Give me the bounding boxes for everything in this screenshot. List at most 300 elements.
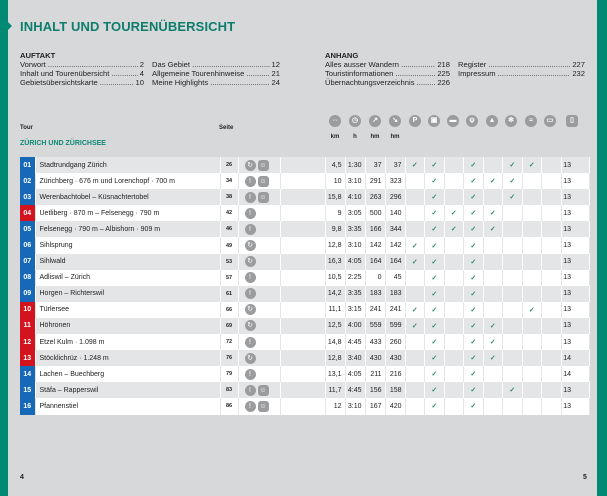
check-cell	[542, 237, 562, 253]
check-icon: ✓	[464, 366, 484, 382]
tour-map-page: 13	[561, 382, 590, 398]
check-cell	[542, 366, 562, 382]
tour-ascent: 559	[365, 318, 385, 334]
check-cell	[522, 237, 542, 253]
tour-ascent: 241	[365, 302, 385, 318]
table-row[interactable]	[20, 173, 590, 189]
check-cell	[542, 334, 562, 350]
check-cell	[483, 382, 503, 398]
check-cell	[444, 302, 464, 318]
tour-number: 03	[20, 189, 35, 205]
check-cell	[522, 382, 542, 398]
tour-number: 10	[20, 302, 35, 318]
tour-symbols	[238, 366, 280, 382]
check-icon: ✓	[464, 302, 484, 318]
tour-map-page: 13	[561, 302, 590, 318]
tour-duration: 1:30	[345, 157, 365, 173]
page-number-right: 5	[583, 474, 587, 481]
one-way-route-icon: !	[245, 369, 256, 380]
check-icon: ✓	[464, 318, 484, 334]
check-icon: ✓	[425, 157, 445, 173]
unit-label: h	[353, 134, 357, 140]
tour-symbols	[238, 302, 280, 318]
check-icon: ✓	[483, 205, 503, 221]
check-icon: ✓	[405, 157, 425, 173]
left-edge-bar	[0, 0, 8, 496]
tour-km: 11,7	[325, 382, 345, 398]
toc-heading: AUFTAKT	[20, 51, 56, 60]
kids-friendly-icon: ☺	[259, 193, 267, 201]
kids-friendly-icon: ☺	[259, 177, 267, 185]
toc-entry-label: Vorwort .....	[20, 60, 138, 69]
tour-km: 10,5	[325, 270, 345, 286]
tour-duration: 4:05	[345, 254, 365, 270]
one-way-route-icon: !	[245, 337, 256, 348]
check-icon: ✓	[464, 254, 484, 270]
tour-page: 46	[220, 221, 238, 237]
tour-map-page: 13	[561, 270, 590, 286]
check-icon: ✓	[483, 221, 503, 237]
check-icon: ✓	[425, 382, 445, 398]
check-icon: ✓	[425, 398, 445, 414]
check-icon: ✓	[444, 221, 464, 237]
check-icon: ✓	[464, 157, 484, 173]
restaurant-icon: ψ	[466, 115, 478, 127]
tour-ascent: 164	[365, 254, 385, 270]
toc-entry[interactable]	[325, 60, 450, 69]
check-cell	[542, 254, 562, 270]
toc-entry-page: 12	[271, 60, 280, 69]
table-row[interactable]	[20, 286, 590, 302]
toc-entry-label: Alles ausser Wandern .....	[325, 60, 435, 69]
spacer-cell	[280, 237, 325, 253]
check-icon: ✓	[464, 334, 484, 350]
tour-name[interactable]: Etzel Kulm · 1.098 m	[35, 334, 220, 350]
check-icon: ✓	[483, 318, 503, 334]
check-cell	[483, 398, 503, 414]
table-row[interactable]	[20, 237, 590, 253]
check-cell	[522, 205, 542, 221]
check-cell	[483, 254, 503, 270]
spacer-cell	[280, 382, 325, 398]
toc-entry[interactable]	[458, 69, 585, 78]
tour-duration: 3:35	[345, 221, 365, 237]
check-cell	[444, 270, 464, 286]
tour-duration: 3:15	[345, 302, 365, 318]
tour-number: 07	[20, 254, 35, 270]
check-cell	[503, 237, 523, 253]
spacer-cell	[280, 286, 325, 302]
spacer-cell	[280, 398, 325, 414]
page-number-left: 4	[20, 474, 24, 481]
check-cell	[405, 189, 425, 205]
tour-number: 12	[20, 334, 35, 350]
right-edge-bar	[597, 0, 607, 496]
tour-symbols	[238, 189, 280, 205]
check-cell	[522, 221, 542, 237]
tour-name[interactable]: Horgen – Richterswil	[35, 286, 220, 302]
check-icon: ✓	[405, 302, 425, 318]
table-row[interactable]	[20, 318, 590, 334]
unit-label: hm	[370, 134, 380, 140]
tour-name[interactable]: Uetliberg · 870 m – Felsenegg · 790 m	[35, 205, 220, 221]
loop-route-icon: ↻	[245, 320, 256, 331]
unit-label: km	[330, 134, 340, 140]
spacer-cell	[280, 350, 325, 366]
check-cell	[522, 350, 542, 366]
check-cell	[483, 366, 503, 382]
check-cell	[503, 254, 523, 270]
table-row[interactable]	[20, 302, 590, 318]
tour-number: 01	[20, 157, 35, 173]
toc-entry-page: 218	[437, 60, 450, 69]
toc-entry[interactable]	[20, 69, 144, 78]
table-row[interactable]	[20, 366, 590, 382]
table-row[interactable]	[20, 157, 590, 173]
tour-ascent: 430	[365, 350, 385, 366]
tour-km: 13,1	[325, 366, 345, 382]
check-cell	[503, 318, 523, 334]
tour-name[interactable]: Adliswil – Zürich	[35, 270, 220, 286]
check-cell	[444, 286, 464, 302]
tour-ascent: 167	[365, 398, 385, 414]
tour-duration: 3:10	[345, 237, 365, 253]
toc-entry[interactable]	[152, 69, 280, 78]
spacer-cell	[280, 270, 325, 286]
tour-descent: 37	[385, 157, 405, 173]
one-way-route-icon: !	[245, 208, 256, 219]
check-cell	[483, 189, 503, 205]
check-icon: ✓	[425, 302, 445, 318]
tour-page: 34	[220, 173, 238, 189]
tour-duration: 4:10	[345, 189, 365, 205]
tour-km: 10	[325, 173, 345, 189]
tour-name[interactable]: Stöcklichrüz · 1.248 m	[35, 350, 220, 366]
tour-number: 15	[20, 382, 35, 398]
toc-entry-label: Allgemeine Tourenhinweise .....	[152, 69, 270, 78]
loop-route-icon: ↻	[245, 256, 256, 267]
table-row[interactable]	[20, 334, 590, 350]
loop-route-icon: ↻	[245, 353, 256, 364]
loop-route-icon: ↻	[245, 240, 256, 251]
check-cell	[542, 398, 562, 414]
check-icon: ✓	[464, 173, 484, 189]
spacer-cell	[280, 189, 325, 205]
one-way-route-icon: !	[245, 385, 256, 396]
check-icon: ✓	[522, 157, 542, 173]
check-cell	[542, 205, 562, 221]
tour-duration: 4:00	[345, 318, 365, 334]
tour-number: 11	[20, 318, 35, 334]
distance-icon: ⇔	[329, 115, 341, 127]
tour-descent: 430	[385, 350, 405, 366]
check-icon: ✓	[464, 270, 484, 286]
check-cell	[444, 398, 464, 414]
bed-icon: ▭	[544, 115, 556, 127]
tour-number: 02	[20, 173, 35, 189]
kids-friendly-icon: ☺	[259, 402, 267, 410]
tour-descent: 344	[385, 221, 405, 237]
tour-km: 12	[325, 398, 345, 414]
toc-entry-page: 226	[437, 78, 450, 87]
check-cell	[522, 270, 542, 286]
check-icon: ✓	[425, 221, 445, 237]
tour-name[interactable]: Pfannenstiel	[35, 398, 220, 414]
toc-entry-page: 24	[271, 78, 280, 87]
tour-number: 09	[20, 286, 35, 302]
check-cell	[503, 221, 523, 237]
tour-page: 57	[220, 270, 238, 286]
table-row[interactable]	[20, 350, 590, 366]
check-cell	[405, 221, 425, 237]
spacer-cell	[280, 205, 325, 221]
check-cell	[444, 189, 464, 205]
check-icon: ✓	[425, 173, 445, 189]
tour-map-page: 13	[561, 286, 590, 302]
check-cell	[405, 382, 425, 398]
one-way-route-icon: !	[245, 401, 256, 412]
tour-km: 9	[325, 205, 345, 221]
toc-entry[interactable]	[458, 60, 585, 69]
tour-duration: 3:40	[345, 350, 365, 366]
tour-map-page: 14	[561, 350, 590, 366]
spacer-cell	[280, 366, 325, 382]
spacer-cell	[280, 221, 325, 237]
check-cell	[542, 350, 562, 366]
tour-name[interactable]: Felsenegg · 790 m – Albishorn · 909 m	[35, 221, 220, 237]
column-header-seite: Seite	[219, 125, 234, 131]
check-icon: ✓	[483, 173, 503, 189]
table-row[interactable]	[20, 205, 590, 221]
check-icon: ✓	[425, 205, 445, 221]
tour-page: 72	[220, 334, 238, 350]
tour-duration: 3:35	[345, 286, 365, 302]
check-cell	[522, 173, 542, 189]
loop-route-icon: ↻	[245, 304, 256, 315]
bus-icon: ▣	[428, 115, 440, 127]
check-cell	[405, 398, 425, 414]
spacer-cell	[280, 254, 325, 270]
tour-symbols	[238, 286, 280, 302]
tour-descent: 216	[385, 366, 405, 382]
check-cell	[503, 205, 523, 221]
toc-entry-label: Register .....	[458, 60, 570, 69]
check-cell	[444, 237, 464, 253]
check-cell	[405, 270, 425, 286]
tour-descent: 260	[385, 334, 405, 350]
one-way-route-icon: !	[245, 224, 256, 235]
toc-entry[interactable]	[152, 78, 280, 87]
tour-duration: 4:45	[345, 334, 365, 350]
time-icon: ◷	[349, 115, 361, 127]
check-cell	[444, 318, 464, 334]
toc-entry[interactable]	[20, 78, 144, 87]
tour-page: 49	[220, 237, 238, 253]
tour-name[interactable]: Türlersee	[35, 302, 220, 318]
toc-entry-label: Meine Highlights .....	[152, 78, 270, 87]
check-cell	[483, 286, 503, 302]
check-cell	[444, 334, 464, 350]
tour-duration: 4:45	[345, 382, 365, 398]
check-cell	[542, 382, 562, 398]
tour-descent: 599	[385, 318, 405, 334]
page-title: INHALT UND TOURENÜBERSICHT	[20, 19, 236, 34]
tour-duration: 4:05	[345, 366, 365, 382]
check-cell	[503, 350, 523, 366]
toc-entry-page: 225	[437, 69, 450, 78]
tour-duration: 2:25	[345, 270, 365, 286]
check-icon: ✓	[503, 189, 523, 205]
tour-ascent: 263	[365, 189, 385, 205]
column-header-tour: Tour	[20, 125, 33, 131]
toc-auftakt	[20, 51, 280, 87]
tour-symbols	[238, 157, 280, 173]
tour-km: 16,3	[325, 254, 345, 270]
tour-descent: 142	[385, 237, 405, 253]
one-way-route-icon: !	[245, 272, 256, 283]
check-cell	[542, 270, 562, 286]
check-cell	[542, 286, 562, 302]
tour-symbols	[238, 221, 280, 237]
check-icon: ✓	[483, 350, 503, 366]
check-cell	[503, 334, 523, 350]
tour-map-page: 13	[561, 189, 590, 205]
toc-entry[interactable]	[325, 78, 450, 87]
check-icon: ✓	[405, 318, 425, 334]
tour-ascent: 166	[365, 221, 385, 237]
tour-symbols	[238, 237, 280, 253]
tour-number: 13	[20, 350, 35, 366]
check-cell	[522, 318, 542, 334]
check-icon: ✓	[464, 221, 484, 237]
check-icon: ✓	[464, 237, 484, 253]
tour-page: 83	[220, 382, 238, 398]
toc-entry-label: Das Gebiet .....	[152, 60, 270, 69]
check-cell	[503, 270, 523, 286]
tour-number: 14	[20, 366, 35, 382]
tour-duration: 3:05	[345, 205, 365, 221]
check-cell	[542, 173, 562, 189]
tour-page: 42	[220, 205, 238, 221]
tour-km: 15,8	[325, 189, 345, 205]
check-cell	[444, 157, 464, 173]
kids-friendly-icon: ☺	[259, 386, 267, 394]
check-icon: ✓	[503, 382, 523, 398]
toc-entry-page: 10	[135, 78, 144, 87]
check-icon: ✓	[464, 350, 484, 366]
tour-symbols	[238, 254, 280, 270]
check-cell	[542, 221, 562, 237]
tour-ascent: 433	[365, 334, 385, 350]
tour-name[interactable]: Höhronen	[35, 318, 220, 334]
tour-number: 04	[20, 205, 35, 221]
loop-route-icon: ↻	[245, 160, 256, 171]
ascent-icon: ↗	[369, 115, 381, 127]
tour-name[interactable]: Sihlsprung	[35, 237, 220, 253]
table-row[interactable]	[20, 270, 590, 286]
tour-map-page: 13	[561, 334, 590, 350]
spacer-cell	[280, 334, 325, 350]
tour-name[interactable]: Stadtrundgang Zürich	[35, 157, 220, 173]
toc-entry-page: 232	[572, 69, 585, 78]
table-row[interactable]	[20, 382, 590, 398]
tour-symbols	[238, 318, 280, 334]
toc-anhang	[325, 51, 585, 87]
check-cell	[483, 270, 503, 286]
check-icon: ✓	[464, 398, 484, 414]
check-cell	[503, 286, 523, 302]
tour-map-page: 13	[561, 237, 590, 253]
tour-ascent: 211	[365, 366, 385, 382]
tour-symbols	[238, 173, 280, 189]
toc-entry[interactable]	[325, 69, 450, 78]
tour-map-page: 13	[561, 173, 590, 189]
table-row[interactable]	[20, 398, 590, 414]
table-row[interactable]	[20, 189, 590, 205]
tour-name[interactable]: Lachen – Buechberg	[35, 366, 220, 382]
table-row[interactable]	[20, 254, 590, 270]
tour-symbols	[238, 398, 280, 414]
check-icon: ✓	[425, 237, 445, 253]
toc-entry[interactable]	[152, 60, 280, 69]
check-icon: ✓	[425, 334, 445, 350]
tour-duration: 3:10	[345, 398, 365, 414]
tour-descent: 158	[385, 382, 405, 398]
tour-name[interactable]: Werenbachtobel – Küsnachtertobel	[35, 189, 220, 205]
check-cell	[405, 286, 425, 302]
parking-icon: P	[409, 115, 421, 127]
tour-descent: 164	[385, 254, 405, 270]
kids-friendly-icon: ☺	[259, 161, 267, 169]
tour-page: 53	[220, 254, 238, 270]
one-way-route-icon: !	[245, 288, 256, 299]
spacer-cell	[280, 318, 325, 334]
tour-number: 08	[20, 270, 35, 286]
tour-page: 66	[220, 302, 238, 318]
tour-duration: 3:10	[345, 173, 365, 189]
toc-entry-label: Inhalt und Tourenübersicht .....	[20, 69, 138, 78]
tour-symbols	[238, 205, 280, 221]
tour-descent: 183	[385, 286, 405, 302]
tour-ascent: 142	[365, 237, 385, 253]
toc-entry[interactable]	[20, 60, 144, 69]
tour-descent: 323	[385, 173, 405, 189]
tour-symbols	[238, 270, 280, 286]
tour-symbols	[238, 350, 280, 366]
check-cell	[542, 157, 562, 173]
tour-name[interactable]: Sihlwald	[35, 254, 220, 270]
tour-km: 9,8	[325, 221, 345, 237]
tour-name[interactable]: Zürichberg · 676 m und Lorenchopf · 700 m	[35, 173, 220, 189]
toc-entry-page: 2	[139, 60, 144, 69]
table-row[interactable]	[20, 221, 590, 237]
tour-page: 86	[220, 398, 238, 414]
toc-entry-page: 227	[572, 60, 585, 69]
tour-name[interactable]: Stäfa – Rapperswil	[35, 382, 220, 398]
tour-page: 61	[220, 286, 238, 302]
tour-map-page: 13	[561, 221, 590, 237]
check-icon: ✓	[425, 254, 445, 270]
toc-heading: ANHANG	[325, 51, 359, 60]
check-cell	[522, 398, 542, 414]
tour-descent: 45	[385, 270, 405, 286]
check-icon: ✓	[425, 270, 445, 286]
spacer-cell	[280, 302, 325, 318]
tour-km: 11,1	[325, 302, 345, 318]
check-cell	[483, 302, 503, 318]
check-cell	[542, 189, 562, 205]
tour-page: 38	[220, 189, 238, 205]
